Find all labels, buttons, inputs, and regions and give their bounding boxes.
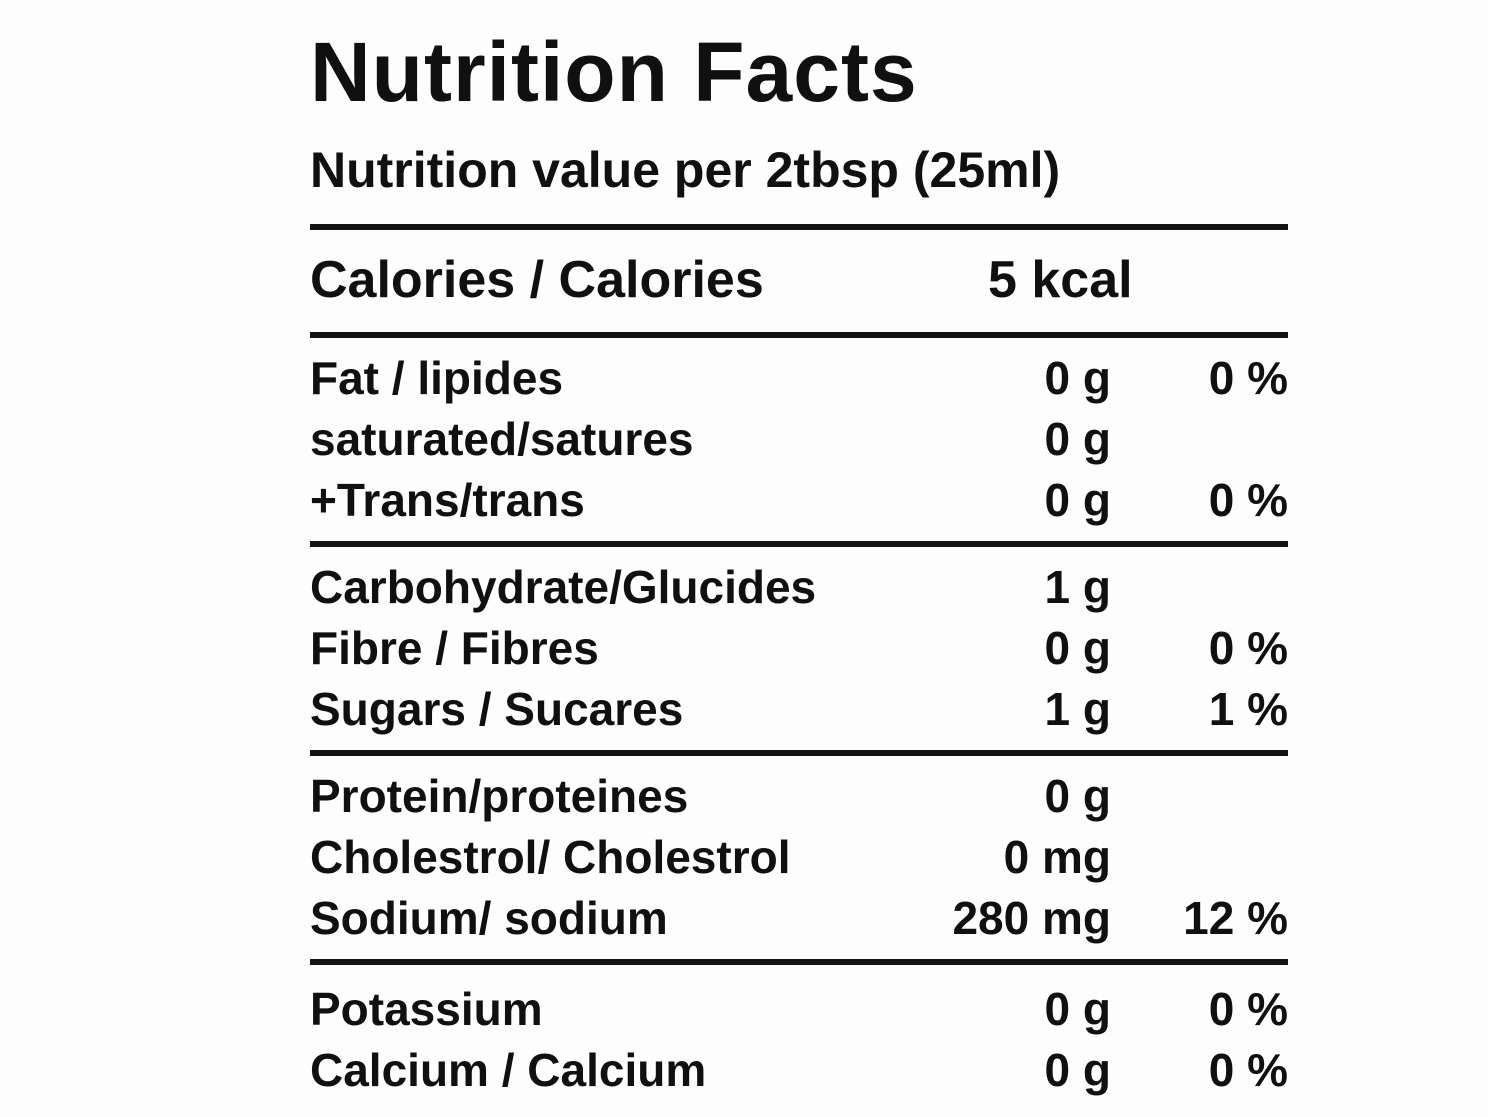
nutrient-daily-value: 1 % — [1208, 682, 1288, 735]
nutrient-amount: 0 g — [1044, 412, 1111, 465]
nutrient-name: Potassium — [310, 982, 543, 1035]
carbohydrate-section — [310, 547, 1288, 750]
nutrient-name: saturated/satures — [310, 412, 694, 465]
calories-row — [310, 230, 1288, 332]
nutrient-name: Carbohydrate/Glucides — [310, 560, 817, 613]
calories-value: 5 kcal — [988, 250, 1133, 309]
nutrient-amount: 0 g — [1044, 351, 1111, 404]
nutrient-amount: 0 g — [1044, 1043, 1111, 1096]
nutrient-amount: 1 g — [1044, 560, 1111, 613]
nutrient-row — [310, 1040, 1288, 1101]
label-title: Nutrition Facts — [310, 25, 918, 119]
nutrient-row — [310, 348, 1288, 409]
nutrient-amount: 0 g — [1044, 769, 1111, 822]
nutrient-daily-value: 12 % — [1183, 891, 1288, 944]
nutrition-label — [310, 25, 1288, 1111]
nutrient-name: Cholestrol/ Cholestrol — [310, 830, 791, 883]
nutrient-amount: 0 g — [1044, 621, 1111, 674]
nutrient-row — [310, 409, 1288, 470]
nutrient-amount: 0 mg — [1003, 830, 1111, 883]
nutrient-row — [310, 557, 1288, 618]
nutrient-row — [310, 766, 1288, 827]
nutrient-daily-value: 0 % — [1208, 1043, 1288, 1096]
minerals-section — [310, 965, 1288, 1111]
nutrient-daily-value: 0 % — [1208, 351, 1288, 404]
nutrient-row — [310, 888, 1288, 949]
calories-label: Calories / Calories — [310, 250, 764, 309]
nutrient-daily-value: 0 % — [1208, 621, 1288, 674]
nutrient-name: Calcium / Calcium — [310, 1043, 707, 1096]
nutrient-row — [310, 827, 1288, 888]
nutrient-row — [310, 679, 1288, 740]
protein-section — [310, 756, 1288, 959]
nutrient-name: Fibre / Fibres — [310, 621, 599, 674]
nutrient-row — [310, 979, 1288, 1040]
nutrient-amount: 280 mg — [952, 891, 1111, 944]
serving-statement: Nutrition value per 2tbsp (25ml) — [310, 142, 1061, 199]
fat-section — [310, 338, 1288, 541]
nutrient-amount: 0 g — [1044, 982, 1111, 1035]
nutrient-amount: 1 g — [1044, 682, 1111, 735]
nutrient-name: Sodium/ sodium — [310, 891, 668, 944]
nutrient-name: Sugars / Sucares — [310, 682, 684, 735]
nutrient-name: +Trans/trans — [310, 473, 585, 526]
nutrient-daily-value: 0 % — [1208, 982, 1288, 1035]
nutrient-row — [310, 618, 1288, 679]
nutrient-row — [310, 470, 1288, 531]
nutrient-amount: 0 g — [1044, 473, 1111, 526]
nutrient-name: Fat / lipides — [310, 351, 564, 404]
nutrient-daily-value: 0 % — [1208, 473, 1288, 526]
nutrient-name: Protein/proteines — [310, 769, 689, 822]
